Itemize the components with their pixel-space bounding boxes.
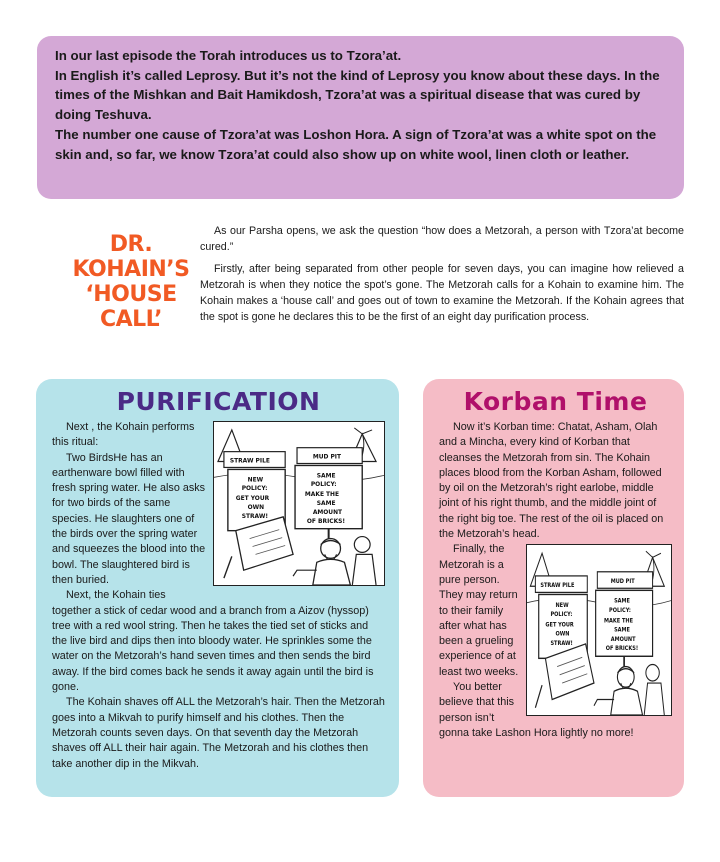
sign-same-policy-2: POLICY: [310, 482, 337, 489]
korban-paragraph-2: Finally, the Metzorah is a pure person. They may return to their family after what has been a grueling experience of at least two weeks. [439, 543, 519, 678]
sign-new-policy-5: STRAW! [241, 513, 269, 520]
kohain-illustration-2 [526, 544, 672, 716]
sign2-new-policy-1: NEW [555, 602, 569, 610]
feature-title-line-2: KOHAIN’S [72, 257, 190, 282]
feature-title [68, 232, 194, 332]
korban-title: Korban Time [463, 387, 648, 416]
kohain-illustration-2-drawing [527, 545, 671, 715]
korban-panel [423, 379, 684, 797]
intro-line-1: In our last episode the Torah introduces us to Tzora’at. [55, 48, 402, 63]
kohain-illustration [213, 421, 385, 586]
opening-paragraph-1: As our Parsha opens, we ask the question “how does a Metzorah, a person with Tzora’at become cured.” [200, 225, 684, 253]
intro-panel [37, 36, 684, 199]
korban-body [439, 420, 672, 741]
purification-title: PURIFICATION [116, 387, 321, 416]
feature-title-line-1: DR. [109, 232, 153, 257]
sign2-same-policy-5: AMOUNT [610, 636, 636, 644]
sign2-same-policy-4: SAME [614, 627, 630, 635]
sign2-new-policy-5: STRAW! [550, 640, 573, 648]
purification-body [52, 420, 385, 772]
sign2-same-policy-1: SAME [614, 598, 630, 606]
sign2-same-policy-2: POLICY: [609, 607, 631, 615]
sign-straw-pile-2: STRAW PILE [540, 583, 575, 590]
purification-paragraph-4: The Kohain shaves off ALL the Metzorah’s hair. Then the Metzorah goes into a Mikvah to purify himself and his clothes. Then the Metzorah counts seven days. On that seventh day the Metzorah shaves off ALL their hair again. The Metzorah and his clothes then take another dip in the Mikvah. [52, 696, 385, 770]
sign-new-policy-2: POLICY: [241, 486, 268, 493]
sign-mud-pit-2: MUD PIT [610, 579, 635, 586]
korban-paragraph-3: You better believe that this person isn’t gonna take Lashon Hora lightly no more! [439, 681, 634, 739]
sign-same-policy-4: SAME [316, 500, 336, 507]
kohain-illustration-drawing [214, 422, 384, 585]
sign-new-policy-4: OWN [247, 504, 265, 511]
sign-same-policy-6: OF BRICKS! [306, 518, 346, 525]
korban-paragraph-1: Now it’s Korban time: Chatat, Asham, Olah and a Mincha, every kind of Korban that cleanses the Metzorah from sin. The Kohain places blood from the Korban Asham, followed by oil on the Metzorah’s right earlobe, middle joint of his right thumb, and the middle joint of the right big toe. The rest of the oil is placed on the Metzorah’s head. [439, 421, 664, 541]
purification-paragraph-1: Next , the Kohain performs this ritual: [52, 421, 195, 449]
sign2-new-policy-3: GET YOUR [545, 622, 574, 629]
sign-same-policy-3: MAKE THE [304, 492, 340, 499]
sign-straw-pile: STRAW PILE [229, 458, 270, 465]
purification-paragraph-2: Two BirdsHe has an earthenware bowl filled with fresh spring water. He also asks for two birds of the same species. He slaughters one of the birds over the spring water and squeezes the blood into the bowl. The slaughtered bird is then buried. [52, 451, 206, 586]
purification-panel [36, 379, 399, 797]
sign-new-policy-1: NEW [247, 477, 264, 484]
sign2-same-policy-6: OF BRICKS! [605, 646, 639, 653]
sign-same-policy-1: SAME [316, 473, 336, 480]
sign2-new-policy-2: POLICY: [550, 612, 573, 619]
intro-line-3: The number one cause of Tzora’at was Loshon Hora. A sign of Tzora’at was a white spot on the skin and, so far, we know Tzora’at could also show up on white wool, linen cloth or leather. [55, 126, 657, 162]
opening-paragraph-2: Firstly, after being separated from other people for seven days, you can imagine how relieved a Metzorah is when they notice the spot’s gone. The Metzorah calls for a Kohain to examine him. The Kohain makes a ‘house call’ and goes out of town to examine the Metzorah. If the Kohain agrees that the spot is gone he declares this to be the first of an eight day purification process. [200, 263, 684, 323]
purification-paragraph-3: Next, the Kohain ties together a stick of cedar wood and a branch from a Aizov (hyssop) tree with a red wool string. Then he takes the tied set of sticks and the live bird and dips then into bloody water. He sprinkles some the water on the Metzorah’s hand seven times and then sends the bird away. If the bird comes back he sends it away again until the bird is gone. [52, 589, 374, 694]
opening-text [200, 224, 684, 332]
sign2-same-policy-3: MAKE THE [604, 618, 634, 625]
feature-title-line-3: ‘HOUSE [85, 282, 177, 307]
sign-same-policy-5: AMOUNT [312, 509, 343, 516]
sign-new-policy-3: GET YOUR [235, 496, 270, 503]
sign-mud-pit: MUD PIT [312, 454, 342, 461]
intro-line-2: In English it’s called Leprosy. But it’s not the kind of Leprosy you know about these days. In the times of the Mishkan and Bait Hamikdosh, Tzora’at was a spiritual disease that was cured by doing Teshuva. [55, 67, 660, 123]
sign2-new-policy-4: OWN [555, 631, 570, 639]
feature-title-line-4: CALL’ [99, 307, 162, 332]
